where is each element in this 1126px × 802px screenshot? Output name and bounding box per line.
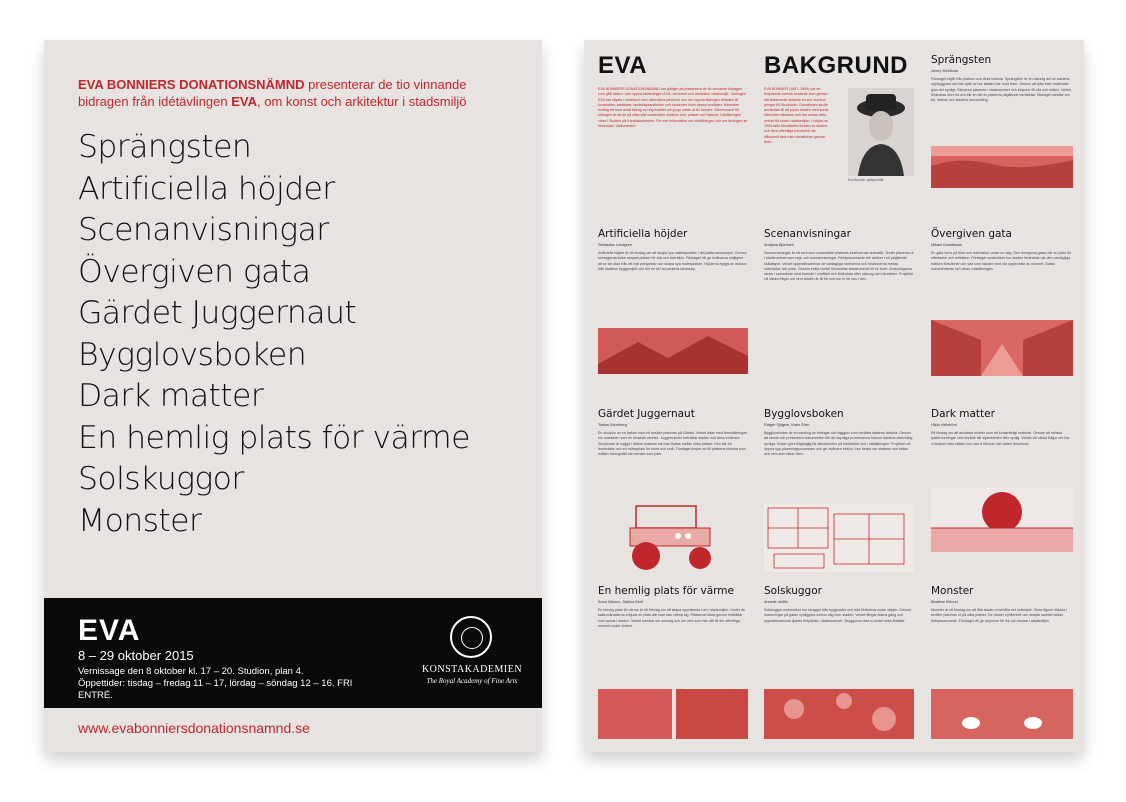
section-title: Dark matter bbox=[931, 408, 995, 420]
section-title: En hemlig plats för värme bbox=[598, 585, 734, 597]
section-title: Gärdet Juggernaut bbox=[598, 408, 695, 420]
section-hemlig-plats bbox=[598, 585, 748, 680]
intro-org: EVA BONNIERS DONATIONSNÄMND bbox=[78, 77, 305, 92]
section-text: En gata töms på bilar och människor under en dag. Den övergivna gatan blir en plats för eftertanke och reflektion. Förslaget undersöker hur staden förändras när den vardagliga trafiken försvinner och vad som händer med vår upplevelse av rummet. Gatan dokumenteras och visas i utställningen. bbox=[931, 251, 1072, 271]
section-title: Solskuggor bbox=[764, 585, 822, 597]
academy-name: KONSTAKADEMIEN bbox=[421, 664, 523, 675]
academy-subtitle: The Royal Academy of Fine Arts bbox=[426, 677, 518, 685]
eva-body-text: EVA BONNIERS DONATIONSNÄMND har glädjen att presentera de tio vinnande bidragen som gått vidare i den öppna idétävlingen EVA, om konst och arkitektur i stadsmiljö. Tävlingen EVA har utlysts i samband med nämndens jubileum och den öppna tävlingen riktades till konstnärer, arkitekter, landskapsarkitekter och studenter inom dessa områden. Nämnden mottog ett stort antal bidrag av hög kvalitet och juryn valde ut tio vinnare. Gemensamt för bidragen är att de på olika sätt undersöker stadens rum, platser och historia. Utställningen visas i Studion på Konstakademien. För mer information om utställningen och om tävlingen se hemsidan. Välkommen! bbox=[598, 87, 748, 129]
section-credit: Tobias Sternberg bbox=[598, 423, 627, 427]
section-artificiella-hojder bbox=[598, 228, 748, 319]
artificiella-hojder-image bbox=[598, 328, 748, 374]
section-title: Artificiella höjder bbox=[598, 228, 688, 240]
eva-heading: EVA bbox=[598, 52, 648, 79]
project-title-list bbox=[78, 127, 528, 542]
section-credit: Beatrice Eklund bbox=[931, 600, 958, 604]
sprangsten-image bbox=[931, 146, 1073, 188]
section-overgiven-gata bbox=[931, 228, 1073, 313]
project-title: Monster bbox=[78, 502, 202, 539]
info-band bbox=[44, 598, 542, 708]
intro-part1: presenterar de tio vinnande bidragen från idétävlingen bbox=[78, 77, 467, 109]
section-text: En hemlig plats för värme är ett förslag om att skapa uppvärmda rum i stadsmiljön. Under de kalla månaderna erbjuds en plats där man kan värma sig. Platserna hittas genom ledtrådar som sprids i staden. Verket handlar om omsorg och om vem som har rätt till det offentliga rummet under vintern. bbox=[598, 608, 746, 628]
section-text: Förslaget utgår från platsen och dess historia. Sprängsten är en naturlig del av stadens uppbyggnad och bär spår av hur staden har vuxit fram. Genom att lyfta fram materialet görs det synligt. Stenarna placeras i stadsrummet och inbjuder till vila och möten. Verket förändras över tid och blir en del av platsens pågående berättelse. Bidraget handlar om tid, rörelse och stadens omvandling. bbox=[931, 77, 1072, 103]
section-text: Bygglovsboken är en samling av ritningar och bygglov som berättar stadens historia. Genom att samla och presentera dokumenten blir de osynliga processerna bakom stadens utveckling synliga. Boken görs tillgänglig för allmänheten på biblioteket och i utställningen. Projektet vill öppna upp planeringsprocessen och ge invånare inblick i hur beslut om stadens rum fattas och vem som fattar dem. bbox=[764, 431, 913, 457]
project-title: Sprängsten bbox=[78, 129, 252, 165]
section-title: Sprängsten bbox=[931, 54, 992, 66]
floor-plan-image bbox=[764, 504, 914, 572]
section-dark-matter bbox=[931, 408, 1073, 491]
eva-bonnier-portrait bbox=[848, 88, 914, 176]
section-text: Artificiella höjder är ett förslag om att skapa nya utsiktspunkter i det platta landskapet. Genom konstgjorda kullar skapas platser för vila och överblick. Förslaget vill ge invånarna möjlighet att se sin stad från ett nytt perspektiv och skapa nya mötesplatser. Höjderna byggs av massor från stadens byggprojekt och blir en del av parkens landskap. bbox=[598, 251, 747, 271]
project-title: Dark matter bbox=[78, 378, 264, 414]
intro-text bbox=[78, 76, 518, 110]
band-vernissage: Vernissage den 8 oktober kl. 17 – 20. Studion, plan 4. bbox=[78, 666, 304, 677]
section-text: Monster är ett förslag om att låta staden innehålla det oväntade. Stora figurer klädda i textilier placeras ut på olika platser. De väcker nyfikenhet och skapar samtal mellan förbipasserande. Förslaget vill ge utrymme för lek och fantasi i stadsmiljön. bbox=[931, 608, 1067, 623]
project-title: En hemlig plats för värme bbox=[78, 419, 470, 456]
section-credit: Annelie Idoffin bbox=[764, 600, 788, 604]
section-title: Bygglovsboken bbox=[764, 408, 844, 420]
band-dates: 8 – 29 oktober 2015 bbox=[78, 648, 194, 663]
section-credit: Sebastian Lundgren bbox=[598, 243, 632, 247]
section-credit: Jenny Weidlund bbox=[931, 69, 958, 73]
section-title: Scenanvisningar bbox=[764, 228, 851, 240]
section-title: Övergiven gata bbox=[931, 228, 1012, 240]
section-credit: Hilda Hellström bbox=[931, 423, 957, 427]
intro-part2: , om konst och arkitektur i stadsmiljö bbox=[257, 94, 467, 109]
bakgrund-body-text: EVA BONNIER (1857–1909) var en betydande svensk konstnär som genom sitt testamente skänkte en stor summa pengar till Stockholm. Donationen skulle användas till att pryda staden med konst. Nämnden bildades och har sedan dess verkat för konst i stadsmiljön. I början av 1900-talet förvaltades fonden av staden och flera offentliga konstverk har tillkommit tack vare donationen genom åren. bbox=[764, 87, 830, 144]
portrait-caption: Eva Bonnier, självporträtt bbox=[848, 178, 884, 182]
section-text: Scenanvisningar är ett verk som undersöker platsens inneboende dramatik. Texter placeras ut i stadsrummet som regi- och scenanvisningar. Förbipasserande blir aktörer i ett pågående skådespel. Verket uppmärksammar de vardagliga rörelserna och relationerna mellan människor och plats. Genom enkla medel förvandlas stadsrummet till en scen. Anvisningarna skrivs i samarbete med boende i området och förändras efter säsong och händelser. Projektet vill väcka frågor om vem staden är till för och hur vi rör oss i den. bbox=[764, 251, 914, 282]
section-text: Ett förslag om att använda mörker som ett konstnärligt material. Genom att minska ljusföroreningar i ett område blir stjärnhimlen åter synlig. Verket vill väcka frågor om hur vi belyser våra städer och vad vi förlorar när natten försvinner. bbox=[931, 431, 1070, 446]
project-title: Övergiven gata bbox=[78, 253, 311, 290]
monster-image bbox=[931, 689, 1073, 739]
tractor-illustration bbox=[598, 500, 748, 572]
project-title: Gärdet Juggernaut bbox=[78, 295, 357, 331]
poster-front bbox=[44, 40, 542, 752]
section-scenanvisningar bbox=[764, 228, 914, 361]
band-info bbox=[78, 666, 378, 702]
section-credit: Anna Nilsson, Sabina Berit bbox=[598, 600, 644, 604]
dark-matter-image bbox=[931, 488, 1073, 552]
section-credit: Andjana Björnsen bbox=[764, 243, 794, 247]
project-title: Solskuggor bbox=[78, 461, 244, 497]
website-url: www.evabonniersdonationsnamnd.se bbox=[78, 720, 310, 736]
project-title: Artificiella höjder bbox=[78, 170, 335, 207]
section-text: En skulptur av en traktor med ett ansikte placeras på Gärdet. Verket leker med föreställningen om maskinen som en levande varelse. Juggernauten betraktar staden och dess invånare. Skulpturen är byggd i lättare material och kan flyttas mellan olika platser. Den blir ett landmärke och en mötesplats för stora och små. Förslaget knyter an till platsens historia som militärt övningsfält och senare som park. bbox=[598, 431, 748, 457]
overgiven-gata-image bbox=[931, 320, 1073, 376]
band-title: EVA bbox=[78, 614, 141, 647]
hemlig-plats-image-2 bbox=[676, 689, 748, 739]
section-bygglovsboken bbox=[764, 408, 914, 507]
band-opening-hours: Öppettider: tisdag – fredag 11 – 17, lördag – söndag 12 – 16. FRI ENTRÉ. bbox=[78, 678, 353, 701]
poster-back bbox=[584, 40, 1084, 752]
project-title: Bygglovsboken bbox=[78, 336, 307, 373]
eva-column bbox=[598, 54, 748, 212]
academy-seal-icon bbox=[450, 616, 492, 658]
solskuggor-image bbox=[764, 689, 914, 739]
bakgrund-heading: BAKGRUND bbox=[764, 52, 908, 79]
section-text: Solskuggor undersöker hur skuggor från byggnader och träd förändras under dagen. Genom markeringar på gatan synliggörs solens väg över staden. Verket fångar tidens gång och uppmärksammar ljusets betydelse i stadsrummet. Skuggorna ritas in under olika årstider. bbox=[764, 608, 912, 623]
section-credit: Rutger Sjögrim, Karin Ehrn bbox=[764, 423, 810, 427]
section-solskuggor bbox=[764, 585, 914, 680]
project-title: Scenanvisningar bbox=[78, 212, 329, 248]
academy-logo bbox=[416, 664, 528, 685]
section-sprangsten bbox=[931, 54, 1073, 139]
section-title: Monster bbox=[931, 585, 974, 597]
section-gardet-juggernaut bbox=[598, 408, 748, 507]
bakgrund-column bbox=[764, 54, 914, 212]
section-monster bbox=[931, 585, 1073, 680]
section-credit: Mikael Gustafsson bbox=[931, 243, 963, 247]
hemlig-plats-image-1 bbox=[598, 689, 672, 739]
intro-eva: EVA bbox=[231, 94, 257, 109]
